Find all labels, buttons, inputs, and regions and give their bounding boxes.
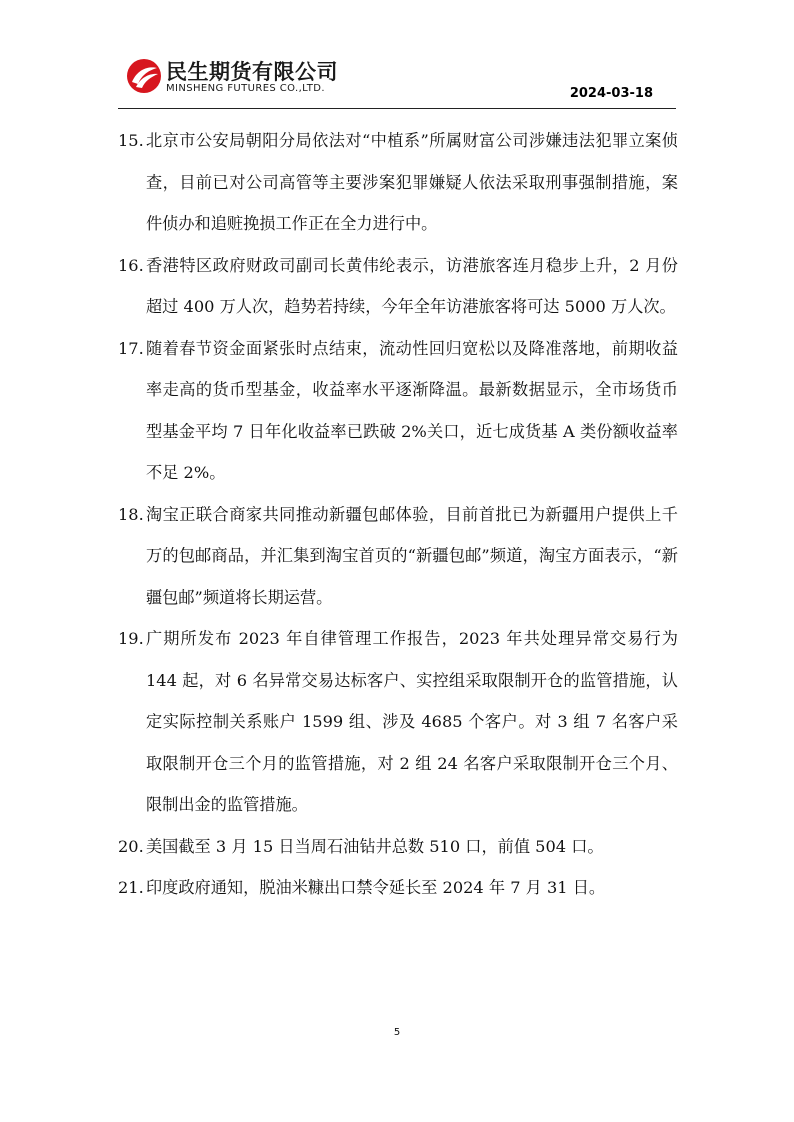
news-item-number: 19. <box>118 629 144 648</box>
news-item-number: 17. <box>118 338 144 358</box>
news-item <box>118 245 678 328</box>
minsheng-logo-icon <box>126 58 162 94</box>
news-list <box>118 120 678 909</box>
news-item-number: 16. <box>118 255 144 275</box>
news-item-number: 18. <box>118 504 144 524</box>
page-number: 5 <box>393 1027 401 1038</box>
news-item-number: 15. <box>118 131 144 150</box>
news-item-number: 21. <box>118 878 144 897</box>
news-item-text: 香港特区政府财政司副司长黄伟纶表示，访港旅客连月稳步上升，2 月份超过 400 万人次，趋势若持续，今年全年访港旅客将可达 5000 万人次。 <box>146 255 678 316</box>
news-item <box>118 618 678 826</box>
company-logo <box>126 56 366 100</box>
company-name-en: MINSHENG FUTURES CO.,LTD. <box>166 83 325 94</box>
news-item <box>118 867 678 909</box>
news-item <box>118 328 678 494</box>
news-item <box>118 494 678 619</box>
news-item-text: 北京市公安局朝阳分局依法对“中植系”所属财富公司涉嫌违法犯罪立案侦查，目前已对公司高管等主要涉案犯罪嫌疑人依法采取刑事强制措施，案件侦办和追赃挽损工作正在全力进行中。 <box>146 131 678 233</box>
report-date: 2024-03-18 <box>569 86 653 101</box>
news-item-text: 美国截至 3 月 15 日当周石油钻井总数 510 口，前值 504 口。 <box>146 836 604 856</box>
page-header <box>0 0 794 120</box>
news-item-text: 印度政府通知，脱油米糠出口禁令延长至 2024 年 7 月 31 日。 <box>146 878 606 897</box>
news-item-number: 20. <box>118 836 144 856</box>
news-item-text: 广期所发布 2023 年自律管理工作报告，2023 年共处理异常交易行为 144 起，对 6 名异常交易达标客户、实控组采取限制开仓的监管措施，认定实际控制关系账户 1599 组、涉及 4685 个客户。对 3 组 7 名客户采取限制开仓三个月的监管措施，对 2 组 24 名客户采取限制开仓三个月、限制出金的监管措施。 <box>146 629 678 814</box>
header-divider <box>118 108 676 109</box>
news-item-text: 随着春节资金面紧张时点结束，流动性回归宽松以及降准落地，前期收益率走高的货币型基金，收益率水平逐渐降温。最新数据显示，全市场货币型基金平均 7 日年化收益率已跌破 2%关口，近七成货基 A 类份额收益率不足 2%。 <box>146 338 678 482</box>
news-item-text: 淘宝正联合商家共同推动新疆包邮体验，目前首批已为新疆用户提供上千万的包邮商品，并汇集到淘宝首页的“新疆包邮”频道，淘宝方面表示，“新疆包邮”频道将长期运营。 <box>146 504 678 607</box>
company-name-cn: 民生期货有限公司 <box>166 60 338 84</box>
news-item <box>118 826 678 868</box>
news-item <box>118 120 678 245</box>
